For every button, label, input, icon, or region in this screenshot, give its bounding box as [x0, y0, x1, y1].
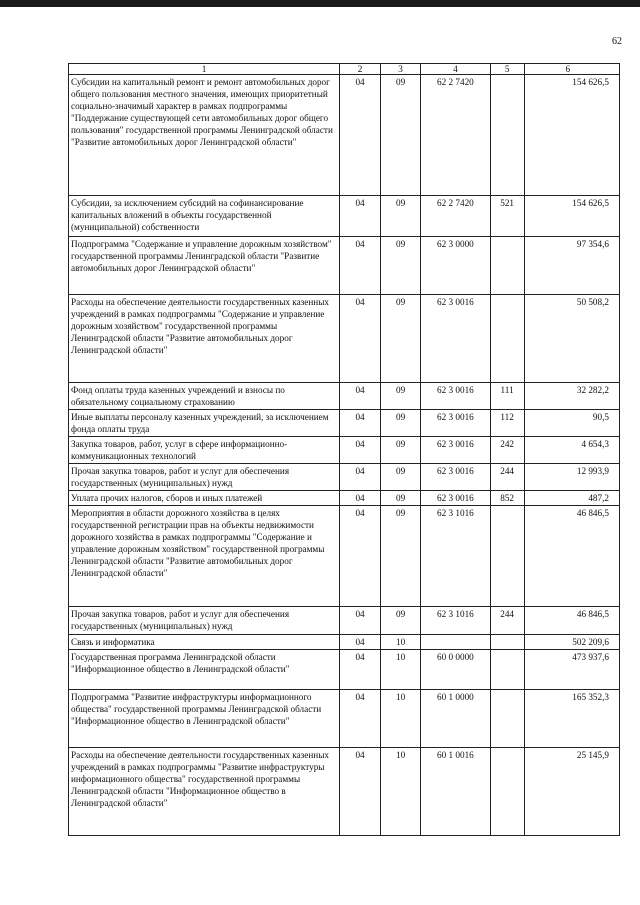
row-amount: 502 209,6	[524, 635, 619, 650]
row-name: Расходы на обеспечение деятельности государственных казенных учреждений в рамках подпрограммы "Содержание и управление дорожным хозяйством" государственной программы Ленинградской области "Развитие автомобильных дорог Ленинградской области"	[69, 295, 340, 383]
row-target-article: 62 3 1016	[421, 607, 491, 635]
row-amount: 154 626,5	[524, 196, 619, 237]
row-subsection: 09	[381, 607, 421, 635]
row-section: 04	[340, 295, 381, 383]
row-target-article: 62 3 0016	[421, 410, 491, 437]
row-subsection: 10	[381, 650, 421, 690]
row-subsection: 09	[381, 464, 421, 491]
row-expense-type	[490, 748, 524, 836]
table-row	[69, 650, 620, 690]
row-name: Подпрограмма "Содержание и управление дорожным хозяйством" государственной программы Ленинградской области "Развитие автомобильных дорог Ленинградской области"	[69, 237, 340, 295]
row-target-article: 62 2 7420	[421, 196, 491, 237]
row-name: Субсидии, за исключением субсидий на софинансирование капитальных вложений в объекты государственной (муниципальной) собственности	[69, 196, 340, 237]
row-name: Связь и информатика	[69, 635, 340, 650]
row-name: Мероприятия в области дорожного хозяйства в целях государственной регистрации прав на объекты недвижимости дорожного хозяйства в рамках подпрограммы "Содержание и управление дорожным хозяйством" государственной программы Ленинградской области "Развитие автомобильных дорог Ленинградской области"	[69, 506, 340, 607]
row-name: Прочая закупка товаров, работ и услуг для обеспечения государственных (муниципальных) нужд	[69, 464, 340, 491]
row-target-article: 62 3 0000	[421, 237, 491, 295]
table-row	[69, 748, 620, 836]
row-subsection: 09	[381, 491, 421, 506]
row-expense-type	[490, 75, 524, 196]
table-row	[69, 464, 620, 491]
row-expense-type: 242	[490, 437, 524, 464]
row-section: 04	[340, 75, 381, 196]
row-expense-type: 112	[490, 410, 524, 437]
row-expense-type: 111	[490, 383, 524, 410]
row-subsection: 09	[381, 237, 421, 295]
page-top-border	[0, 0, 640, 7]
row-name: Прочая закупка товаров, работ и услуг для обеспечения государственных (муниципальных) нужд	[69, 607, 340, 635]
row-section: 04	[340, 506, 381, 607]
table-row	[69, 410, 620, 437]
row-subsection: 09	[381, 437, 421, 464]
row-target-article: 60 1 0016	[421, 748, 491, 836]
table-row	[69, 491, 620, 506]
row-subsection: 10	[381, 690, 421, 748]
row-name: Государственная программа Ленинградской области "Информационное общество в Ленинградской области"	[69, 650, 340, 690]
row-section: 04	[340, 690, 381, 748]
table-row	[69, 437, 620, 464]
table-row	[69, 506, 620, 607]
row-section: 04	[340, 607, 381, 635]
row-name: Иные выплаты персоналу казенных учреждений, за исключением фонда оплаты труда	[69, 410, 340, 437]
header-col-1: 1	[69, 64, 340, 75]
budget-table	[68, 63, 620, 836]
row-target-article: 60 0 0000	[421, 650, 491, 690]
row-subsection: 10	[381, 635, 421, 650]
table-row	[69, 635, 620, 650]
row-amount: 154 626,5	[524, 75, 619, 196]
row-section: 04	[340, 237, 381, 295]
table-row	[69, 607, 620, 635]
row-section: 04	[340, 196, 381, 237]
row-amount: 46 846,5	[524, 506, 619, 607]
row-name: Фонд оплаты труда казенных учреждений и взносы по обязательному социальному страхованию	[69, 383, 340, 410]
row-name: Закупка товаров, работ, услуг в сфере информационно-коммуникационных технологий	[69, 437, 340, 464]
row-expense-type	[490, 237, 524, 295]
page-number: 62	[612, 36, 622, 47]
row-subsection: 09	[381, 383, 421, 410]
row-target-article: 60 1 0000	[421, 690, 491, 748]
row-target-article: 62 3 0016	[421, 383, 491, 410]
table-row	[69, 237, 620, 295]
row-target-article: 62 3 0016	[421, 464, 491, 491]
table-row	[69, 690, 620, 748]
row-name: Уплата прочих налогов, сборов и иных платежей	[69, 491, 340, 506]
row-section: 04	[340, 650, 381, 690]
row-section: 04	[340, 748, 381, 836]
table-row	[69, 196, 620, 237]
header-col-5: 5	[490, 64, 524, 75]
row-subsection: 10	[381, 748, 421, 836]
header-col-4: 4	[421, 64, 491, 75]
row-subsection: 09	[381, 196, 421, 237]
row-target-article	[421, 635, 491, 650]
row-amount: 12 993,9	[524, 464, 619, 491]
row-target-article: 62 2 7420	[421, 75, 491, 196]
row-expense-type	[490, 690, 524, 748]
row-expense-type: 244	[490, 607, 524, 635]
table-header-row	[69, 64, 620, 75]
header-col-2: 2	[340, 64, 381, 75]
row-name: Субсидии на капитальный ремонт и ремонт автомобильных дорог общего пользования местного значения, имеющих приоритетный социально-значимый характер в рамках подпрограммы "Поддержание существующей сети автомобильных дорог общего пользования" государственной программы Ленинградской области "Развитие автомобильных дорог Ленинградской области"	[69, 75, 340, 196]
row-amount: 97 354,6	[524, 237, 619, 295]
row-amount: 165 352,3	[524, 690, 619, 748]
row-name: Подпрограмма "Развитие инфраструктуры информационного общества" государственной программы Ленинградской области "Информационное общество в Ленинградской области"	[69, 690, 340, 748]
row-target-article: 62 3 0016	[421, 491, 491, 506]
row-subsection: 09	[381, 295, 421, 383]
row-expense-type	[490, 506, 524, 607]
row-target-article: 62 3 0016	[421, 437, 491, 464]
header-col-6: 6	[524, 64, 619, 75]
row-expense-type: 852	[490, 491, 524, 506]
row-target-article: 62 3 0016	[421, 295, 491, 383]
row-amount: 4 654,3	[524, 437, 619, 464]
row-subsection: 09	[381, 410, 421, 437]
row-expense-type: 521	[490, 196, 524, 237]
row-expense-type	[490, 650, 524, 690]
row-expense-type: 244	[490, 464, 524, 491]
row-amount: 487,2	[524, 491, 619, 506]
row-amount: 50 508,2	[524, 295, 619, 383]
header-col-3: 3	[381, 64, 421, 75]
table-row	[69, 295, 620, 383]
row-amount: 90,5	[524, 410, 619, 437]
row-section: 04	[340, 410, 381, 437]
table-row	[69, 383, 620, 410]
row-section: 04	[340, 383, 381, 410]
row-amount: 473 937,6	[524, 650, 619, 690]
row-target-article: 62 3 1016	[421, 506, 491, 607]
row-amount: 25 145,9	[524, 748, 619, 836]
row-section: 04	[340, 491, 381, 506]
row-expense-type	[490, 635, 524, 650]
row-amount: 32 282,2	[524, 383, 619, 410]
row-section: 04	[340, 464, 381, 491]
row-subsection: 09	[381, 506, 421, 607]
row-amount: 46 846,5	[524, 607, 619, 635]
row-expense-type	[490, 295, 524, 383]
table-row	[69, 75, 620, 196]
row-subsection: 09	[381, 75, 421, 196]
row-section: 04	[340, 635, 381, 650]
row-name: Расходы на обеспечение деятельности государственных казенных учреждений в рамках подпрограммы "Развитие инфраструктуры информационного общества" государственной программы Ленинградской области "Информационное общество в Ленинградской области"	[69, 748, 340, 836]
row-section: 04	[340, 437, 381, 464]
